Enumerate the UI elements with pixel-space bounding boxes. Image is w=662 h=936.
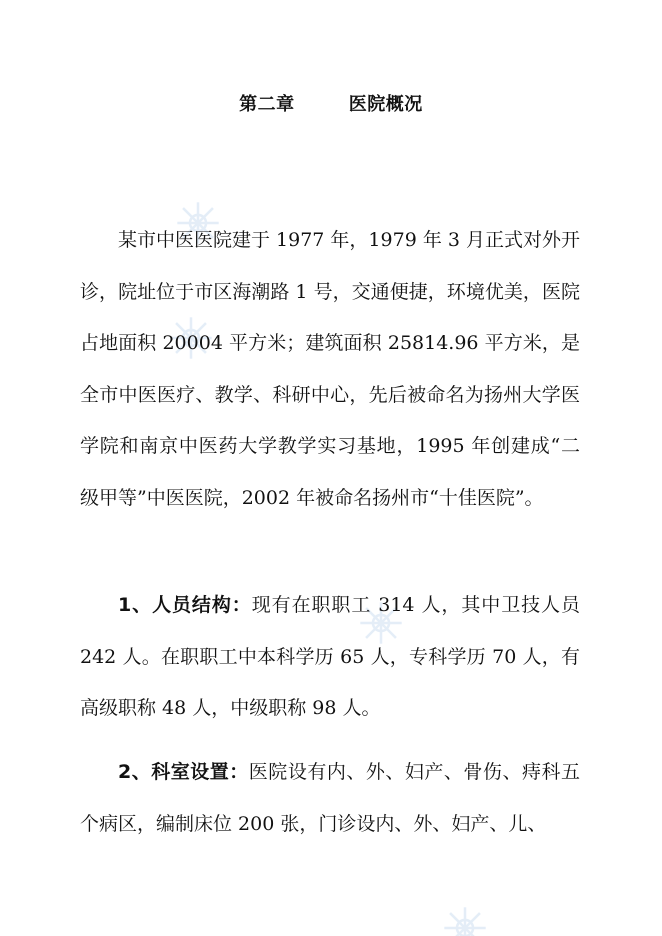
- intro-paragraph: 某市中医医院建于 1977 年，1979 年 3 月正式对外开诊，院址位于市区海潮路 1 号，交通便捷，环境优美，医院占地面积 20004 平方米；建筑面积 25814.96 平方米，是全市中医医疗、教学、科研中心，先后被命名为扬州大学医学院和南京中医药大学教学实习基地，1995 年创建成“二级甲等”中医医院，2002 年被命名扬州市“十佳医院”。: [80, 229, 580, 509]
- staff-text: 现有在职职工 314 人，其中卫技人员 242 人。在职职工中本科学历 65 人，专科学历 70 人，有高级职称 48 人，中级职称 98 人。: [80, 594, 580, 719]
- watermark-snowflake-icon: [442, 905, 488, 936]
- chapter-title: 第二章 医院概况: [239, 94, 423, 115]
- staff-paragraph: [80, 580, 580, 735]
- departments-text: 医院设有内、外、妇产、骨伤、痔科五个病区，编制床位 200 张，门诊设内、外、妇产、儿、: [80, 761, 580, 835]
- departments-heading: 2、科室设置：: [118, 761, 249, 783]
- departments-paragraph: [80, 747, 580, 850]
- staff-heading: 1、人员结构：: [118, 594, 252, 616]
